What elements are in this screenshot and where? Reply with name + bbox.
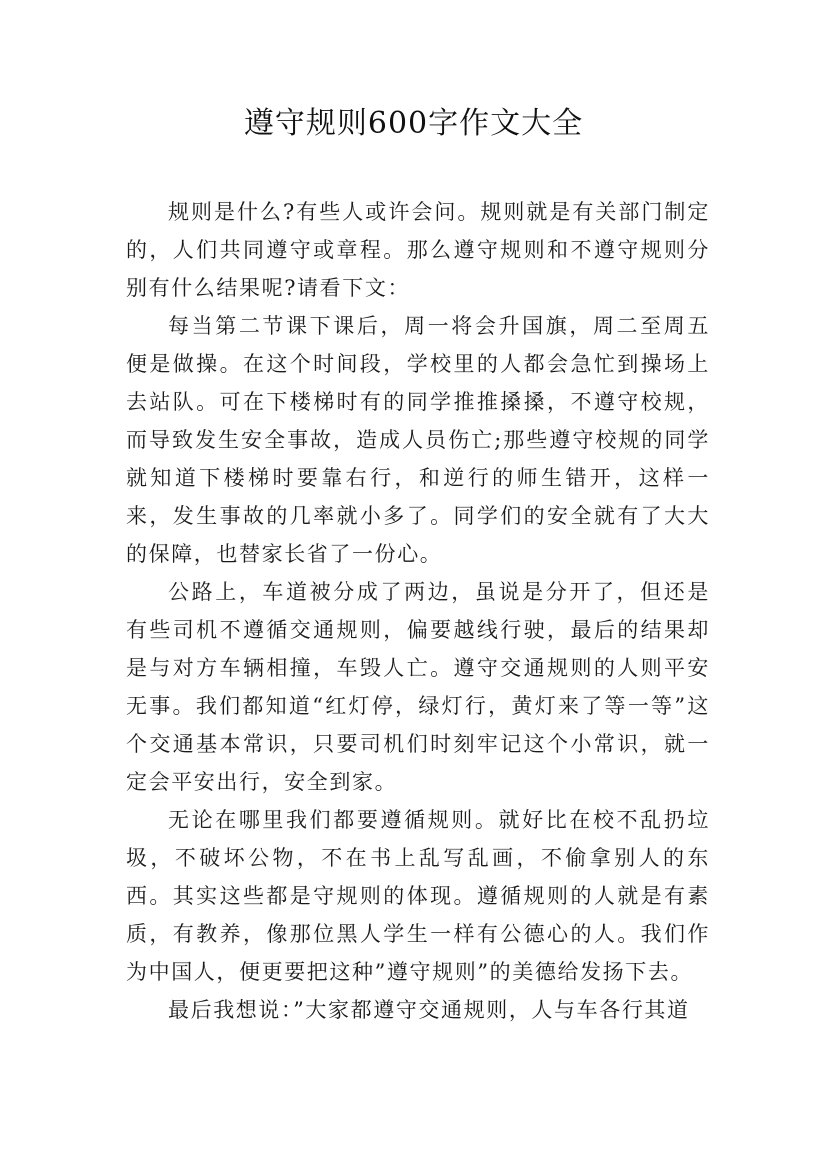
paragraph: 规则是什么?有些人或许会问。规则就是有关部门制定的，人们共同遵守或章程。那么遵守规则和不遵守规则分别有什么结果呢?请看下文： [126,200,710,300]
paragraph: 每当第二节课下课后，周一将会升国旗，周二至周五便是做操。在这个时间段，学校里的人都会急忙到操场上去站队。可在下楼梯时有的同学推推搡搡，不遵守校规，而导致发生安全事故，造成人员伤亡;那些遵守校规的同学就知道下楼梯时要靠右行，和逆行的师生错开，这样一来，发生事故的几率就小多了。同学们的安全就有了大大的保障，也替家长省了一份心。 [126,314,710,566]
paragraph: 公路上，车道被分成了两边，虽说是分开了，但还是有些司机不遵循交通规则，偏要越线行驶，最后的结果却是与对方车辆相撞，车毁人亡。遵守交通规则的人则平安无事。我们都知道“红灯停，绿灯行，黄灯来了等一等”这个交通基本常识，只要司机们时刻牢记这个小常识，就一定会平安出行，安全到家。 [126,580,710,794]
paragraph: 最后我想说：”大家都遵守交通规则，人与车各行其道 [168,998,690,1022]
document-body [126,193,710,1029]
document-title: 遵守规则600字作文大全 [243,106,584,141]
paragraph: 无论在哪里我们都要遵循规则。就好比在校不乱扔垃圾，不破坏公物，不在书上乱写乱画，不偷拿别人的东西。其实这些都是守规则的体现。遵循规则的人就是有素质，有教养，像那位黑人学生一样有公德心的人。我们作为中国人，便更要把这种”遵守规则”的美德给发扬下去。 [126,808,710,984]
